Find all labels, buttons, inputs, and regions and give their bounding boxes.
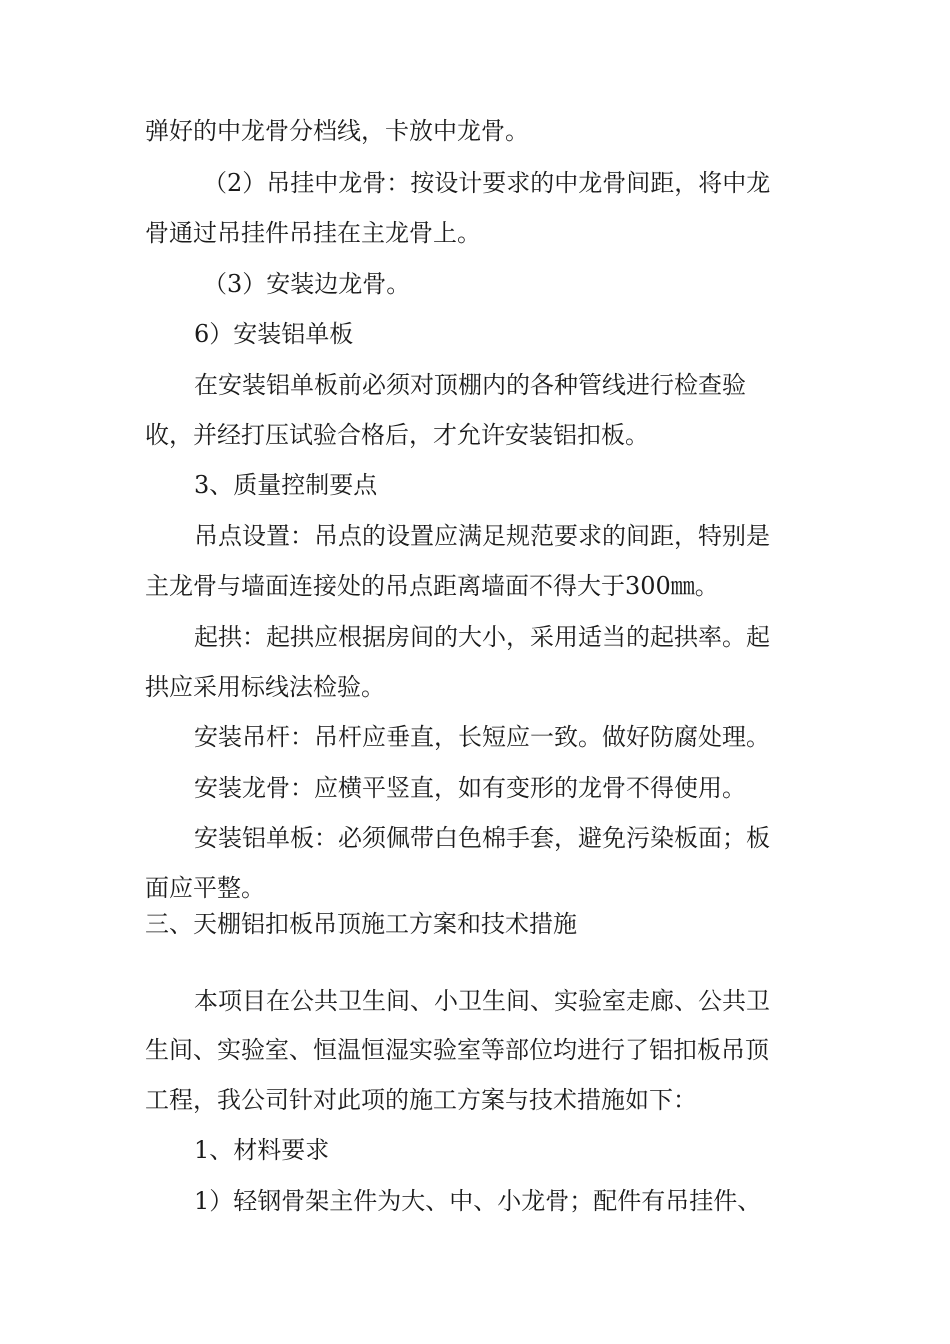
text-line: （3）安装边龙骨。 (203, 270, 411, 298)
text-line: （2）吊挂中龙骨：按设计要求的中龙骨间距，将中龙 (203, 169, 771, 197)
text-line: 安装吊杆：吊杆应垂直，长短应一致。做好防腐处理。 (194, 723, 770, 751)
text-line: 弹好的中龙骨分档线，卡放中龙骨。 (145, 117, 529, 145)
text-line: 主龙骨与墙面连接处的吊点距离墙面不得大于300㎜。 (145, 572, 719, 600)
text-line: 收，并经打压试验合格后，才允许安装铝扣板。 (145, 421, 649, 449)
text-line: 在安装铝单板前必须对顶棚内的各种管线进行检查验 (194, 371, 746, 399)
text-line: 起拱：起拱应根据房间的大小，采用适当的起拱率。起 (194, 623, 770, 651)
text-line: 骨通过吊挂件吊挂在主龙骨上。 (145, 219, 481, 247)
text-line: 安装龙骨：应横平竖直，如有变形的龙骨不得使用。 (194, 774, 746, 802)
text-line: 本项目在公共卫生间、小卫生间、实验室走廊、公共卫 (194, 987, 770, 1015)
section-heading: 1、材料要求 (194, 1136, 330, 1164)
text-line: 吊点设置：吊点的设置应满足规范要求的间距，特别是 (194, 522, 770, 550)
text-line: 6）安装铝单板 (194, 320, 354, 348)
text-line: 面应平整。 (145, 874, 265, 902)
text-line: 1）轻钢骨架主件为大、中、小龙骨；配件有吊挂件、 (194, 1187, 762, 1215)
text-line: 生间、实验室、恒温恒湿实验室等部位均进行了铝扣板吊顶 (145, 1036, 769, 1064)
chapter-heading: 三、天棚铝扣板吊顶施工方案和技术措施 (145, 910, 577, 938)
section-heading: 3、质量控制要点 (194, 471, 378, 499)
text-line: 拱应采用标线法检验。 (145, 673, 385, 701)
text-line: 安装铝单板：必须佩带白色棉手套，避免污染板面；板 (194, 824, 770, 852)
text-line: 工程，我公司针对此项的施工方案与技术措施如下： (145, 1086, 697, 1114)
